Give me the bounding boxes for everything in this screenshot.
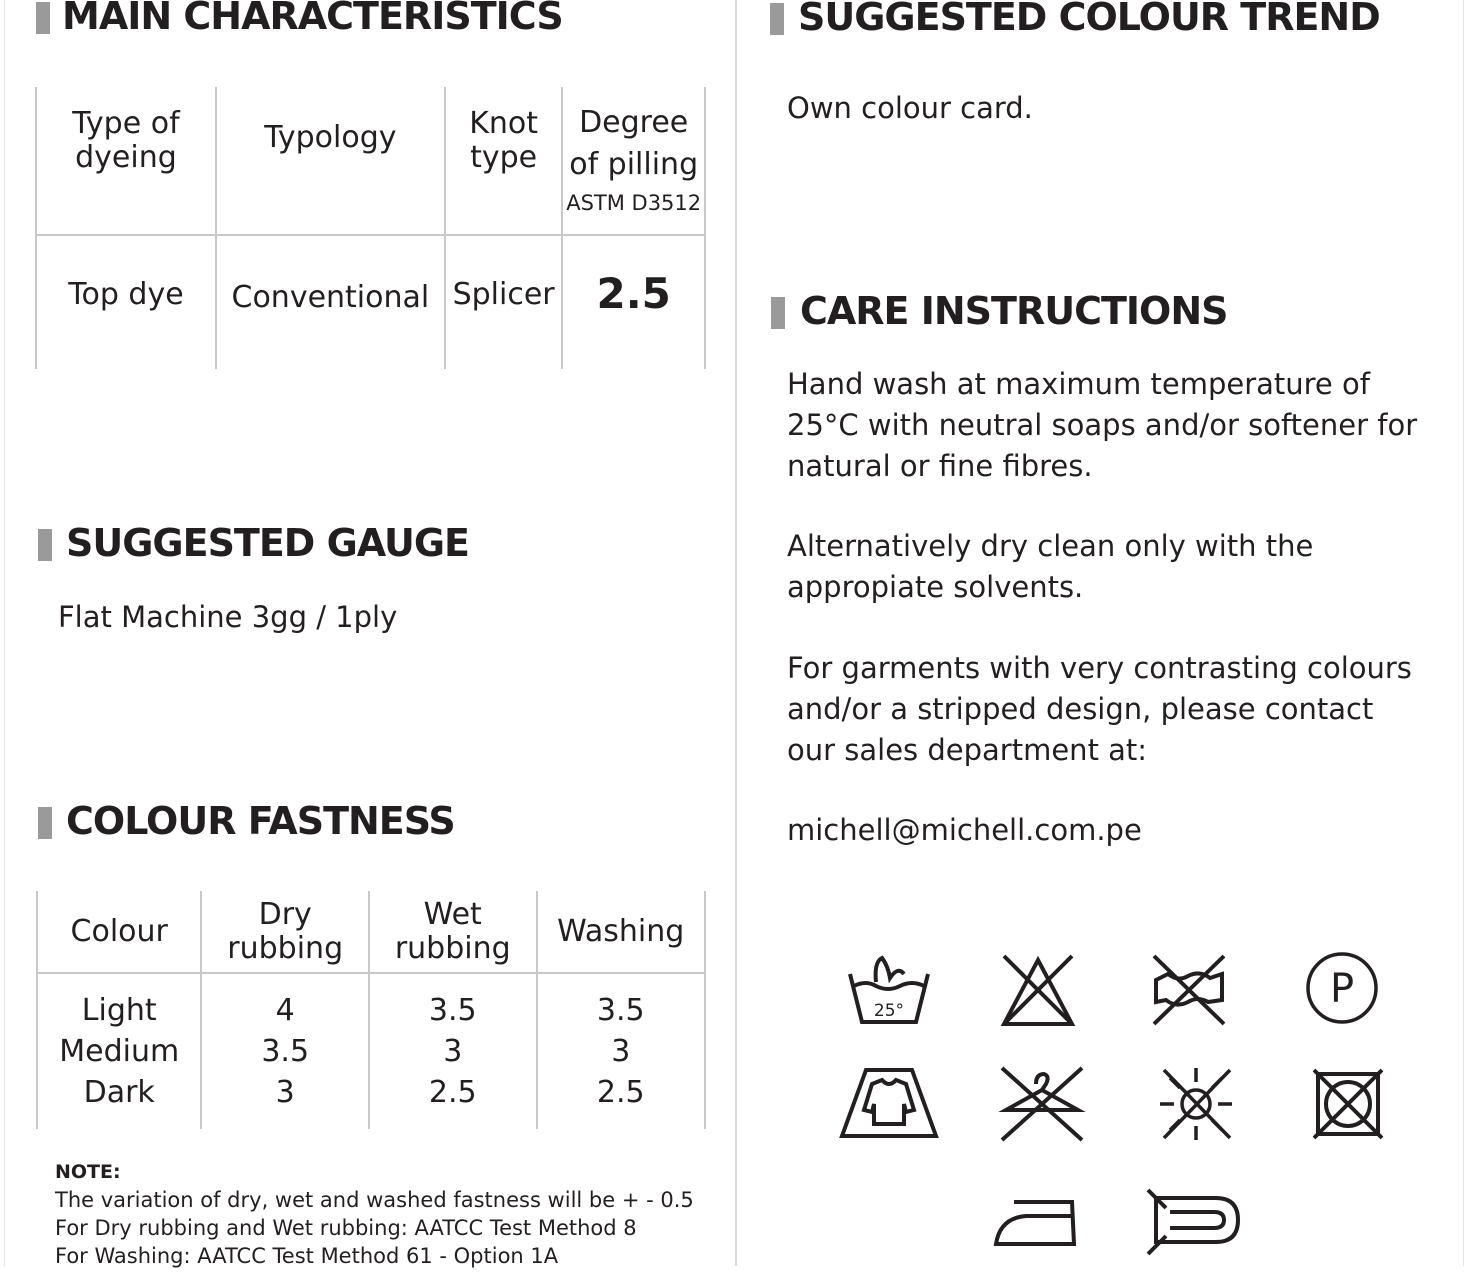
care-line: natural or fine fibres. [787, 449, 1093, 483]
right-border [1463, 0, 1464, 1266]
do-not-wring-icon [1148, 952, 1230, 1028]
row-dry: 3 [275, 1075, 295, 1110]
row-washing: 3 [611, 1034, 631, 1069]
do-not-hang-dry-icon [996, 1064, 1088, 1144]
do-not-tumble-dry-icon [1310, 1066, 1386, 1142]
bleach-allowed-garment-icon [838, 1066, 940, 1140]
care-paragraph [787, 364, 1417, 487]
value-dyeing: Top dye [36, 235, 216, 369]
colour-column [37, 973, 201, 1129]
header-typology: Typology [216, 87, 445, 235]
column-divider [735, 0, 737, 1266]
care-line: Alternatively dry clean only with the [787, 529, 1314, 563]
main-characteristics-table [35, 87, 706, 369]
row-wet: 3.5 [428, 993, 477, 1028]
care-line: our sales department at: [787, 733, 1148, 767]
section-marker [38, 807, 52, 839]
header-pilling: Degree of pilling ASTM D3512 [562, 87, 705, 235]
dry-flat-icon [1146, 1186, 1242, 1258]
care-instructions-title: CARE INSTRUCTIONS [800, 289, 1228, 333]
note-line: For Dry rubbing and Wet rubbing: AATCC Test Method 8 [55, 1216, 637, 1240]
iron-icon [992, 1194, 1078, 1248]
sales-email[interactable]: michell@michell.com.pe [787, 813, 1142, 847]
suggested-gauge-title: SUGGESTED GAUGE [66, 521, 470, 565]
suggested-colour-trend-value: Own colour card. [787, 91, 1033, 125]
note-line: For Washing: AATCC Test Method 61 - Option 1A [55, 1244, 559, 1268]
section-marker [36, 2, 50, 34]
colour-fastness-table [36, 891, 706, 1129]
dry-column [201, 973, 369, 1129]
pilling-standard: ASTM D3512 [566, 190, 702, 215]
header-wet-rubbing: Wet rubbing [369, 891, 537, 973]
value-typology: Conventional [216, 235, 445, 369]
header-dyeing: Type of dyeing [36, 87, 216, 235]
hand-wash-25-icon [846, 952, 932, 1026]
row-colour: Medium [59, 1034, 180, 1069]
care-line: Hand wash at maximum temperature of [787, 367, 1370, 401]
row-dry: 3.5 [261, 1034, 310, 1069]
row-wet: 2.5 [428, 1075, 477, 1110]
row-washing: 2.5 [596, 1075, 645, 1110]
row-dry: 4 [275, 993, 295, 1028]
note-label: NOTE: [55, 1161, 121, 1183]
svg-text:25°: 25° [873, 1001, 905, 1021]
value-knot: Splicer [445, 235, 563, 369]
care-paragraph [787, 648, 1412, 771]
do-not-bleach-icon [1000, 952, 1076, 1028]
section-marker [38, 529, 52, 561]
washing-column [537, 973, 706, 1129]
dry-clean-p-icon [1304, 950, 1380, 1026]
row-colour: Light [81, 993, 157, 1028]
row-wet: 3 [443, 1034, 463, 1069]
care-line: and/or a stripped design, please contact [787, 692, 1374, 726]
left-border [4, 0, 5, 1266]
fastness-note [55, 1158, 694, 1270]
main-characteristics-title: MAIN CHARACTERISTICS [62, 0, 563, 38]
header-colour: Colour [37, 891, 201, 973]
header-washing: Washing [537, 891, 706, 973]
row-washing: 3.5 [596, 993, 645, 1028]
do-not-sun-dry-icon [1156, 1064, 1236, 1144]
section-marker [771, 297, 785, 329]
note-line: The variation of dry, wet and washed fastness will be + - 0.5 [55, 1188, 694, 1212]
care-paragraph [787, 526, 1313, 608]
section-marker [770, 3, 784, 35]
wet-column [369, 973, 537, 1129]
suggested-gauge-value: Flat Machine 3gg / 1ply [58, 600, 398, 634]
suggested-colour-trend-title: SUGGESTED COLOUR TREND [798, 0, 1380, 39]
row-colour: Dark [83, 1075, 155, 1110]
care-line: For garments with very contrasting colours [787, 651, 1412, 685]
svg-text:P: P [1329, 966, 1355, 1012]
header-dry-rubbing: Dry rubbing [201, 891, 369, 973]
value-pilling: 2.5 [562, 235, 705, 369]
care-line: 25°C with neutral soaps and/or softener for [787, 408, 1418, 442]
care-line: appropiate solvents. [787, 570, 1084, 604]
colour-fastness-title: COLOUR FASTNESS [66, 799, 455, 843]
header-knot: Knot type [445, 87, 563, 235]
